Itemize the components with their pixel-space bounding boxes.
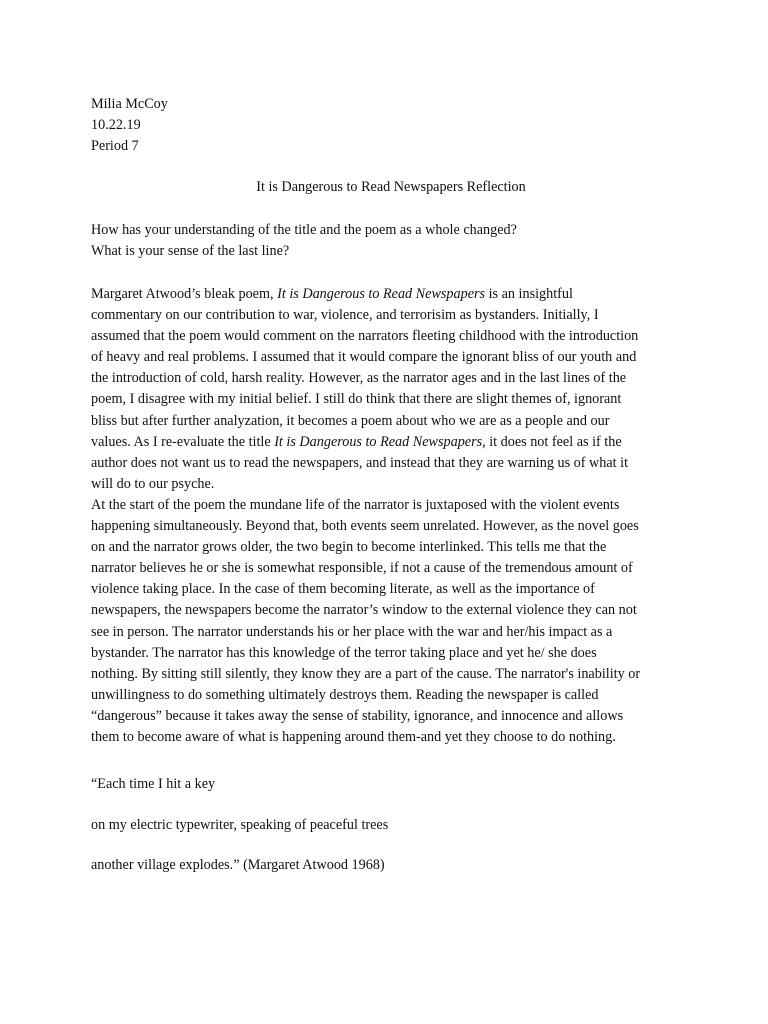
class-period: Period 7: [91, 138, 139, 154]
student-name: Milia McCoy: [91, 96, 168, 112]
paragraph-2-line: At the start of the poem the mundane life of the narrator is juxtaposed with the violent events: [91, 496, 620, 513]
paragraph-1-line: of heavy and real problems. I assumed that it would compare the ignorant bliss of our youth and: [91, 349, 637, 366]
paragraph-1-line: [91, 432, 711, 453]
paragraph-1-line: the introduction of cold, harsh reality. However, as the narrator ages and in the last lines of the: [91, 370, 627, 387]
quote-line-2: on my electric typewriter, speaking of peaceful trees: [91, 817, 389, 833]
paragraph-2-line: them to become aware of what is happening around them-and yet they choose to do nothing.: [91, 728, 616, 745]
text-run: is an insightful: [485, 286, 573, 302]
paragraph-2-line: newspapers, the newspapers become the narrator’s window to the external violence they can not: [91, 602, 637, 619]
paragraph-1-line: bliss but after further analyzation, it becomes a poem about who we are as a people and our: [91, 412, 610, 429]
paragraph-1-line: commentary on our contribution to war, violence, and terrorisim as bystanders. Initially, I: [91, 307, 599, 324]
paragraph-1-line: [91, 284, 711, 305]
text-run: values. As I re-evaluate the title: [91, 433, 275, 450]
paragraph-2-line: bystander. The narrator has this knowledge of the terror taking place and yet he/ she does: [91, 644, 597, 661]
paragraph-1-line: assumed that the poem would comment on the narrators fleeting childhood with the introduction: [91, 328, 639, 345]
question-2: What is your sense of the last line?: [91, 243, 290, 260]
paragraph-2-line: unwillingness to do something ultimately destroys them. Reading the newspaper is called: [91, 686, 599, 703]
paragraph-2-line: “dangerous” because it takes away the sense of stability, ignorance, and innocence and allows: [91, 707, 624, 724]
paragraph-1-line: poem, I disagree with my initial belief. I still do think that there are slight themes of, ignorant: [91, 391, 622, 408]
quote-line-3: another village explodes.” (Margaret Atwood 1968): [91, 857, 385, 873]
paragraph-2-line: nothing. By sitting still silently, they know they are a part of the cause. The narrator's inability or: [91, 665, 641, 682]
question-1: How has your understanding of the title and the poem as a whole changed?: [91, 222, 517, 238]
text-run: it does not feel as if the: [485, 433, 622, 450]
poem-title-italic: It is Dangerous to Read Newspapers: [277, 286, 486, 302]
text-run: Margaret Atwood’s bleak poem,: [91, 286, 278, 302]
paragraph-1: [91, 284, 711, 748]
quote-line-1: “Each time I hit a key: [91, 776, 216, 792]
date: 10.22.19: [91, 117, 141, 133]
paragraph-1-line: author does not want us to read the newspapers, and instead that they are warning us of what it: [91, 454, 629, 471]
paragraph-1-line: will do to our psyche.: [91, 475, 215, 492]
paragraph-2-line: on and the narrator grows older, the two begin to become interlinked. This tells me that the: [91, 539, 607, 556]
paragraph-2-line: narrator believes he or she is somewhat responsible, if not a cause of the tremendous amount of: [91, 560, 633, 577]
poem-title-italic: It is Dangerous to Read Newspapers,: [274, 433, 486, 450]
paragraph-2-line: see in person. The narrator understands his or her place with the war and her/his impact as a: [91, 623, 613, 640]
document-title: It is Dangerous to Read Newspapers Reflection: [256, 179, 526, 195]
paragraph-2-line: happening simultaneously. Beyond that, both events seem unrelated. However, as the novel goes: [91, 518, 639, 535]
prompt-questions: [91, 220, 711, 262]
paragraph-2-line: violence taking place. In the case of them becoming literate, as well as the importance of: [91, 581, 595, 598]
